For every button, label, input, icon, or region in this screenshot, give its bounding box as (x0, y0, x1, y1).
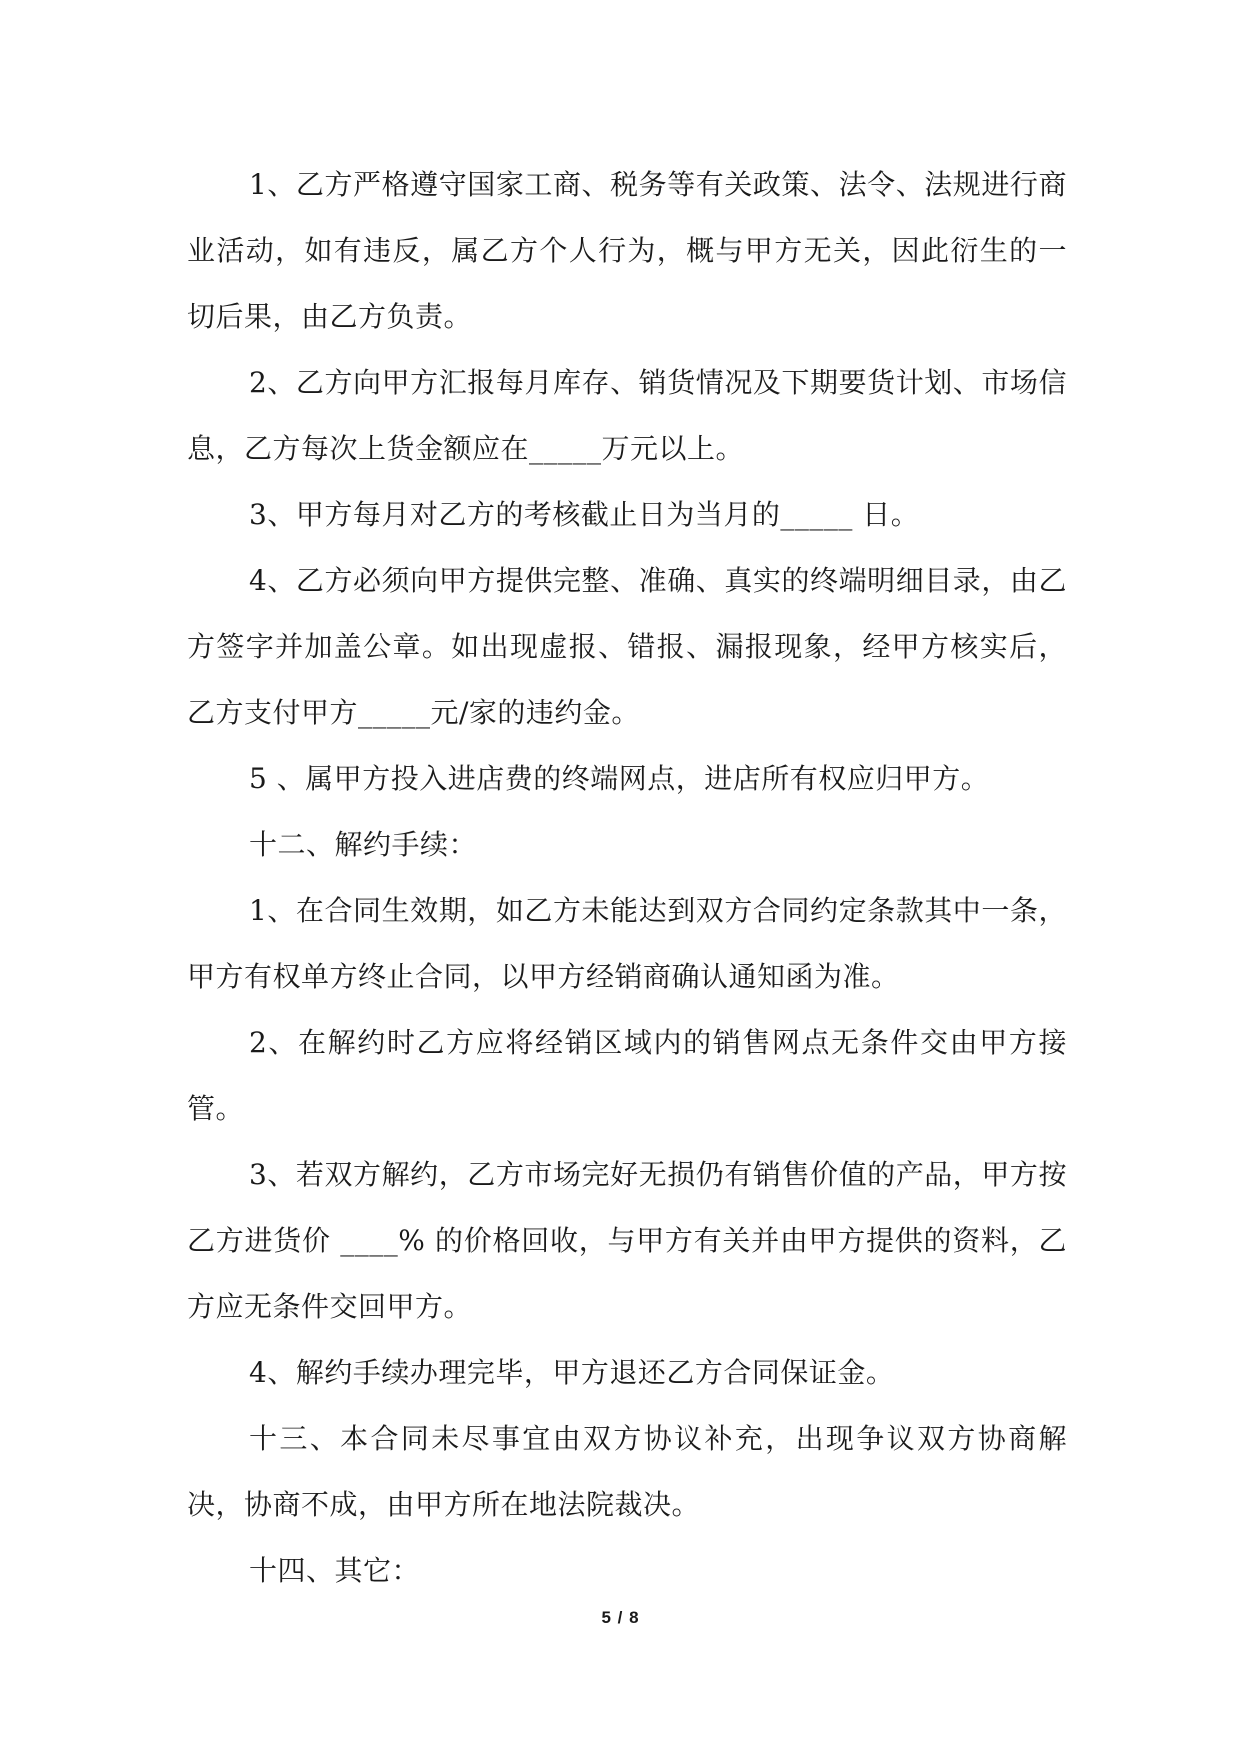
paragraph-item-1: 1、乙方严格遵守国家工商、税务等有关政策、法令、法规进行商业活动，如有违反，属乙方个人行为，概与甲方无关，因此衍生的一切后果，由乙方负责。 (187, 168, 1067, 333)
paragraph-item-5: 5 、属甲方投入进店费的终端网点，进店所有权应归甲方。 (249, 762, 990, 795)
document-body (187, 152, 1067, 1604)
page-number: 5 / 8 (601, 1608, 640, 1627)
paragraph-item-3: 3、甲方每月对乙方的考核截止日为当月的_____ 日。 (249, 498, 920, 531)
paragraph-termination-4: 4、解约手续办理完毕，甲方退还乙方合同保证金。 (249, 1356, 895, 1389)
section-heading-fourteen: 十四、其它： (249, 1554, 421, 1587)
paragraph-termination-1: 1、在合同生效期，如乙方未能达到双方合同约定条款其中一条，甲方有权单方终止合同，以甲方经销商确认通知函为准。 (187, 894, 1067, 993)
paragraph-item-4: 4、乙方必须向甲方提供完整、准确、真实的终端明细目录，由乙方签字并加盖公章。如出现虚报、错报、漏报现象，经甲方核实后，乙方支付甲方_____元/家的违约金。 (187, 564, 1067, 729)
paragraph-termination-2: 2、在解约时乙方应将经销区域内的销售网点无条件交由甲方接管。 (187, 1026, 1067, 1125)
paragraph-item-2: 2、乙方向甲方汇报每月库存、销货情况及下期要货计划、市场信息，乙方每次上货金额应在_____万元以上。 (187, 366, 1067, 465)
section-heading-twelve: 十二、解约手续： (249, 828, 478, 861)
paragraph-termination-3: 3、若双方解约，乙方市场完好无损仍有销售价值的产品，甲方按乙方进货价 ____% 的价格回收，与甲方有关并由甲方提供的资料，乙方应无条件交回甲方。 (187, 1158, 1067, 1323)
section-thirteen: 十三、本合同未尽事宜由双方协议补充，出现争议双方协商解决，协商不成，由甲方所在地法院裁决。 (187, 1422, 1067, 1521)
